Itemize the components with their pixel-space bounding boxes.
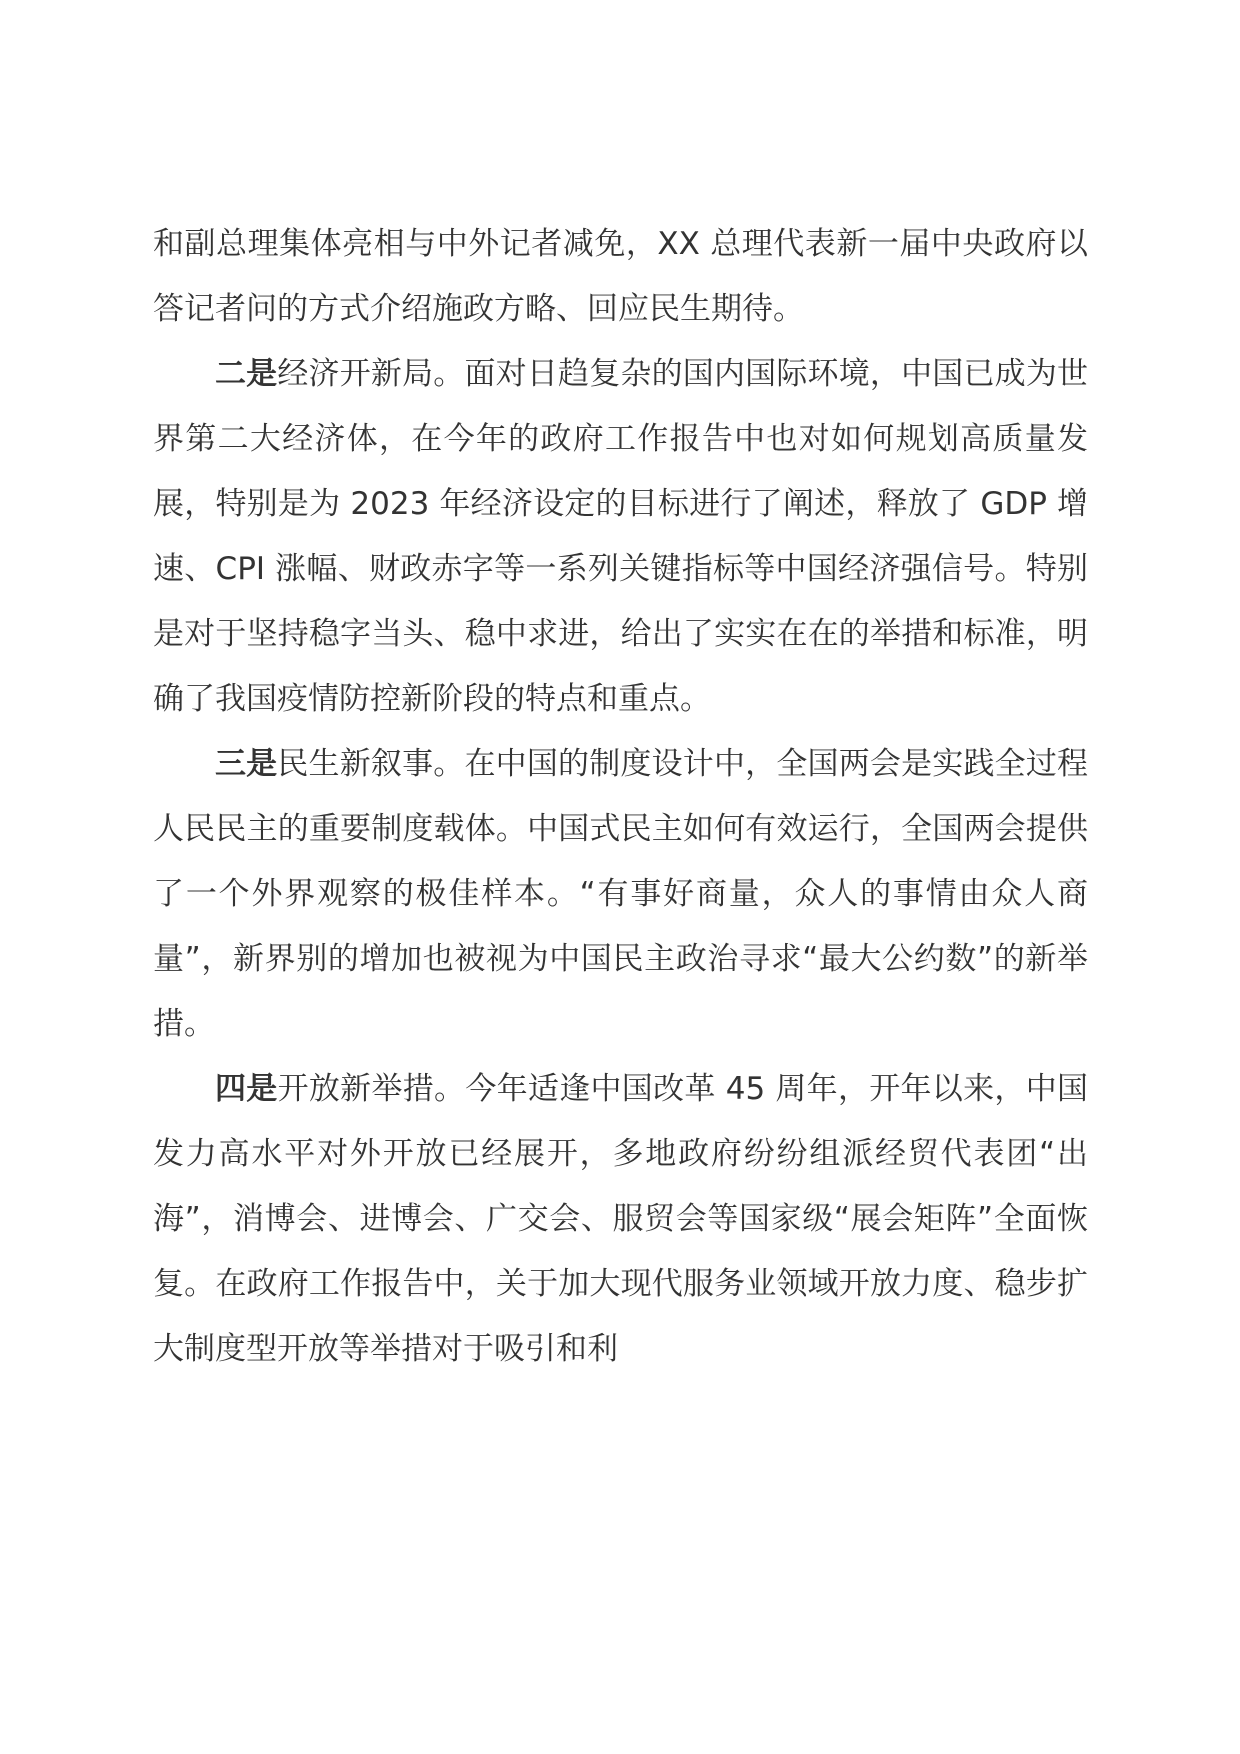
paragraph-lead: 四是 <box>215 1071 278 1107</box>
paragraph-text: 和副总理集体亮相与中外记者减免，XX 总理代表新一届中央政府以答记者问的方式介绍施政方略、回应民生期待。 <box>153 226 1088 327</box>
paragraph-text: 民生新叙事。在中国的制度设计中，全国两会是实践全过程人民民主的重要制度载体。中国式民主如何有效运行，全国两会提供了一个外界观察的极佳样本。“有事好商量，众人的事情由众人商量”，新界别的增加也被视为中国民主政治寻求“最大公约数”的新举措。 <box>153 746 1089 1042</box>
paragraph-continued <box>153 212 1088 342</box>
paragraph-lead: 二是 <box>215 356 278 392</box>
paragraph-livelihood <box>153 732 1088 1057</box>
paragraph-text: 经济开新局。面对日趋复杂的国内国际环境，中国已成为世界第二大经济体，在今年的政府工作报告中也对如何规划高质量发展，特别是为 2023 年经济设定的目标进行了阐述，释放了 GDP 增速、CPI 涨幅、财政赤字等一系列关键指标等中国经济强信号。特别是对于坚持稳字当头、稳中求进，给出了实实在在的举措和标准，明确了我国疫情防控新阶段的特点和重点。 <box>153 356 1089 717</box>
document-body <box>153 212 1088 1382</box>
paragraph-text: 开放新举措。今年适逢中国改革 45 周年，开年以来，中国发力高水平对外开放已经展开，多地政府纷纷组派经贸代表团“出海”，消博会、进博会、广交会、服贸会等国家级“展会矩阵”全面恢复。在政府工作报告中，关于加大现代服务业领域开放力度、稳步扩大制度型开放等举措对于吸引和利 <box>153 1071 1089 1367</box>
paragraph-lead: 三是 <box>215 746 278 782</box>
paragraph-opening <box>153 1057 1088 1382</box>
paragraph-economy <box>153 342 1088 732</box>
